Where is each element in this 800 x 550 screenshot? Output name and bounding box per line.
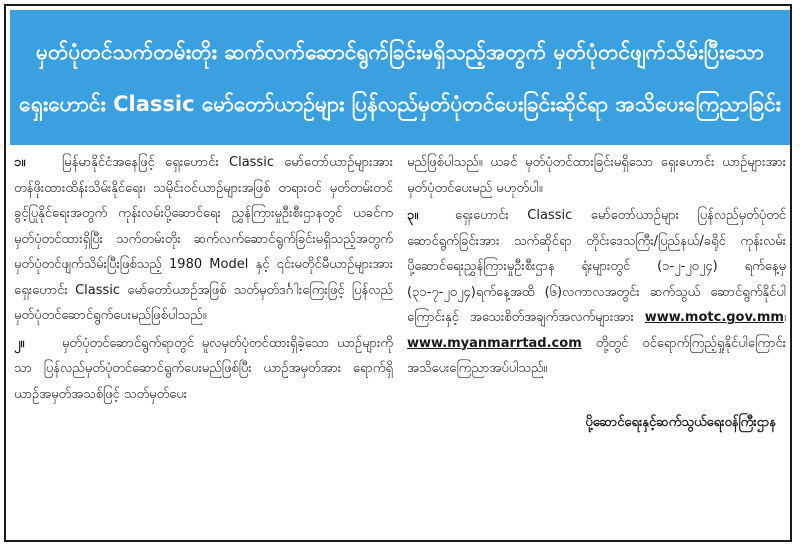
paragraph-1-number: ၁။ — [14, 155, 26, 170]
myanmarrtad-website-link[interactable]: www.myanmarrtad.com — [407, 335, 582, 351]
paragraph-3-number: ၃။ — [407, 208, 419, 223]
paragraph-1 — [14, 150, 393, 329]
paragraph-3-closing-text: တို့တွင် ဝင်ရောက်ကြည့်ရှုနိုင်ပါကြောင်း အသိပေးကြေညာအပ်ပါသည်။ — [407, 335, 786, 376]
paragraph-3-text: ရှေးဟောင်း Classic မော်တော်ယာဉ်များ ပြန်လည်မှတ်ပုံတင် ဆောင်ရွက်ခြင်းအား သက်ဆိုင်ရာ တိုင်းဒေသကြီး/ပြည်နယ်/ခရိုင် ကုန်းလမ်းပို့ဆောင်ရေးညွှန်ကြားမှုဦးစီးဌာန ရုံးများတွင် (၁-၂-၂၀၂၄) ရက်နေ့မှ (၃၁-၇-၂၀၂၄)ရက်နေ့အထိ (၆)လကာလအတွင်း ဆက်သွယ် ဆောင်ရွက်နိုင်ပါကြောင်းနှင့် အသေးစိတ်အချက်အလက်များအား — [407, 208, 786, 325]
paragraph-2-continued — [407, 150, 786, 201]
left-column — [14, 150, 393, 535]
notice-banner — [10, 10, 790, 145]
banner-title-line-2: ရှေးဟောင်း Classic မော်တော်ယာဉ်များ ပြန်လည်မှတ်ပုံတင်ပေးခြင်းဆိုင်ရာ အသိပေးကြေညာခြင်း — [19, 91, 781, 116]
notice-body — [14, 150, 786, 535]
paragraph-1-text: မြန်မာနိုင်ငံအနေဖြင့် ရှေးဟောင်း Classic မော်တော်ယာဉ်များအား တန်ဖိုးထားထိန်းသိမ်းနိုင်ရေး၊ သမိုင်းဝင်ယာဉ်များအဖြစ် တရားဝင် မှတ်တမ်းတင်ခွင့်ပြုနိုင်ရေးအတွက် ကုန်းလမ်းပို့ဆောင်ရေး ညွှန်ကြားမှုဦးစီးဌာနတွင် ယခင်က မှတ်ပုံတင်ထားရှိပြီး သက်တမ်းတိုး ဆက်လက်ဆောင်ရွက်ခြင်းမရှိသည့်အတွက် မှတ်ပုံတင်ဖျက်သိမ်းပြီးဖြစ်သည့် 1980 Model နှင့် ၎င်းမတိုင်မီယာဉ်များအား ရှေးဟောင်း Classic မော်တော်ယာဉ်အဖြစ် သတ်မှတ်ဒင်္ဂါးကြေးဖြင့် ပြန်လည် မှတ်ပုံတင်ဆောင်ရွက်ပေးမည်ဖြစ်ပါသည်။ — [14, 155, 393, 323]
right-column — [407, 150, 786, 535]
paragraph-2-text: မှတ်ပုံတင်ဆောင်ရွက်ရာတွင် မူလမှတ်ပုံတင်ထားရှိခဲ့သော ယာဉ်များကိုသာ ပြန်လည်မှတ်ပုံတင်ဆောင်ရွက်ပေးမည်ဖြစ်ပြီး ယာဉ်အမှတ်အား ရောက်ရှိယာဉ်အမှတ်အသစ်ဖြင့် သတ်မှတ်ပေး — [14, 335, 393, 402]
banner-title-line-1: မှတ်ပုံတင်သက်တမ်းတိုး ဆက်လက်ဆောင်ရွက်ခြင်းမရှိသည့်အတွက် မှတ်ပုံတင်ဖျက်သိမ်းပြီးသော — [35, 39, 765, 64]
paragraph-2-continued-text: မည်ဖြစ်ပါသည်။ ယခင် မှတ်ပုံတင်ထားခြင်းမရှိသော ရှေးဟောင်း ယာဉ်များအား မှတ်ပုံတင်ပေးမည် မဟုတ်ပါ။ — [407, 155, 786, 196]
link-separator: ၊ — [783, 310, 786, 325]
paragraph-3 — [407, 203, 786, 382]
paragraph-2-number: ၂။ — [14, 335, 25, 351]
paragraph-2 — [14, 331, 393, 408]
motc-website-link[interactable]: www.motc.gov.mm — [644, 310, 784, 325]
ministry-signature: ပို့ဆောင်ရေးနှင့်ဆက်သွယ်ရေးဝန်ကြီးဌာန — [585, 414, 776, 430]
